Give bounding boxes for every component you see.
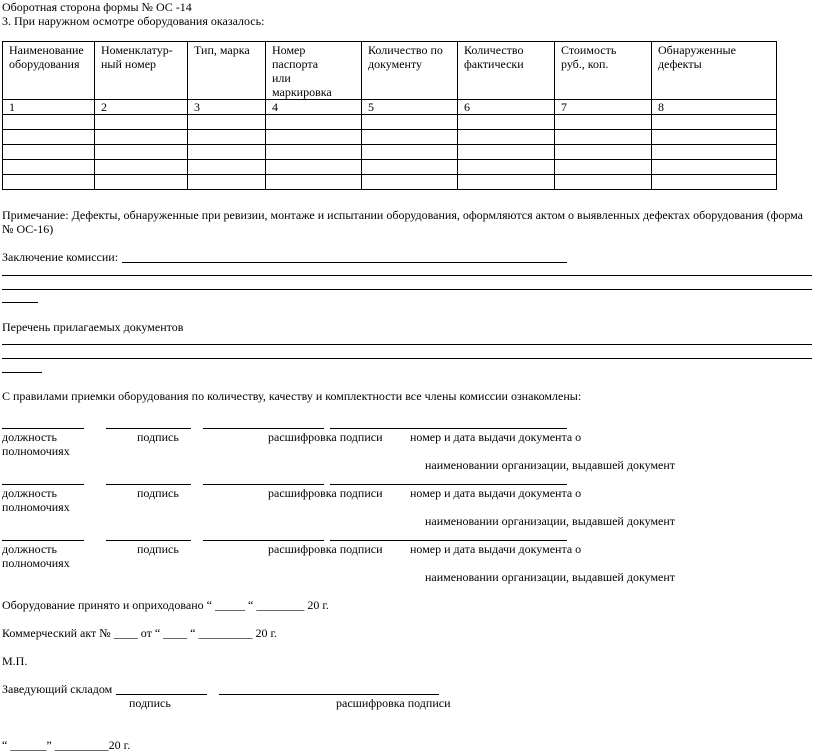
- column-number: 2: [95, 100, 188, 115]
- org-label: наименовании организации, выдавшей документ: [425, 458, 676, 472]
- storekeeper-decoding-line[interactable]: [219, 694, 439, 695]
- table-row: [3, 175, 777, 190]
- column-number: 1: [3, 100, 95, 115]
- signature-label: подпись: [137, 542, 179, 556]
- document-line[interactable]: [330, 540, 567, 541]
- documents-line[interactable]: [2, 372, 42, 373]
- decoding-line[interactable]: [203, 484, 324, 485]
- conclusion-line[interactable]: [122, 262, 567, 263]
- rules-text: С правилами приемки оборудования по количеству, качеству и комплектности все члены комиссии ознакомлены:: [2, 389, 582, 403]
- documents-label: Перечень прилагаемых документов: [2, 320, 184, 334]
- column-number: 5: [362, 100, 458, 115]
- date-line: “ ______” _________20 г.: [2, 738, 131, 752]
- powers-label: полномочиях: [2, 444, 70, 458]
- decoding-line[interactable]: [203, 428, 324, 429]
- table-row: [3, 160, 777, 175]
- column-number: 7: [555, 100, 652, 115]
- column-header: Стоимость руб., коп.: [555, 42, 652, 100]
- decoding-line[interactable]: [203, 540, 324, 541]
- conclusion-line[interactable]: [2, 289, 812, 290]
- documents-line[interactable]: [2, 358, 812, 359]
- column-header: Номенклатур-ный номер: [95, 42, 188, 100]
- storekeeper-signature-line[interactable]: [116, 694, 207, 695]
- powers-label: полномочиях: [2, 500, 70, 514]
- accepted-text: Оборудование принято и оприходовано “ _____ “ ________ 20 г.: [2, 598, 329, 612]
- column-number: 6: [458, 100, 555, 115]
- org-label: наименовании организации, выдавшей документ: [425, 570, 676, 584]
- conclusion-label: Заключение комиссии:: [2, 250, 119, 264]
- position-line[interactable]: [2, 540, 84, 541]
- bottom-signature-label: подпись: [129, 696, 171, 710]
- signature-line[interactable]: [106, 428, 191, 429]
- storekeeper-label: Заведующий складом: [2, 682, 113, 696]
- column-number-row: [3, 100, 777, 115]
- table-row: [3, 115, 777, 130]
- decoding-label: расшифровка подписи: [268, 430, 383, 444]
- doc-number-label: номер и дата выдачи документа о: [410, 486, 582, 500]
- column-number: 8: [652, 100, 777, 115]
- stamp-label: М.П.: [2, 654, 28, 668]
- table-row: [3, 145, 777, 160]
- position-label: должность: [2, 542, 57, 556]
- column-header: Наименование оборудования: [3, 42, 95, 100]
- column-header: Номер паспорта или маркировка: [266, 42, 362, 100]
- table-header-row: [3, 42, 777, 100]
- note-text: Примечание: Дефекты, обнаруженные при ревизии, монтаже и испытании оборудования, оформляются актом о выявленных дефектах оборудования (форма № ОС-16): [2, 208, 804, 236]
- position-line[interactable]: [2, 428, 84, 429]
- column-header: Количество фактически: [458, 42, 555, 100]
- bottom-decoding-label: расшифровка подписи: [336, 696, 451, 710]
- documents-line[interactable]: [2, 344, 812, 345]
- inspection-table: [2, 41, 777, 190]
- signature-line[interactable]: [106, 484, 191, 485]
- org-label: наименовании организации, выдавшей документ: [425, 514, 676, 528]
- column-header: Количество по документу: [362, 42, 458, 100]
- column-header: Обнаруженные дефекты: [652, 42, 777, 100]
- position-line[interactable]: [2, 484, 84, 485]
- signature-label: подпись: [137, 486, 179, 500]
- column-number: 3: [188, 100, 266, 115]
- signature-line[interactable]: [106, 540, 191, 541]
- decoding-label: расшифровка подписи: [268, 486, 383, 500]
- decoding-label: расшифровка подписи: [268, 542, 383, 556]
- document-line[interactable]: [330, 428, 567, 429]
- doc-number-label: номер и дата выдачи документа о: [410, 430, 582, 444]
- column-number: 4: [266, 100, 362, 115]
- position-label: должность: [2, 486, 57, 500]
- section-heading: 3. При наружном осмотре оборудования оказалось:: [2, 14, 265, 28]
- position-label: должность: [2, 430, 57, 444]
- powers-label: полномочиях: [2, 556, 70, 570]
- signature-label: подпись: [137, 430, 179, 444]
- column-header: Тип, марка: [188, 42, 266, 100]
- conclusion-line[interactable]: [2, 275, 812, 276]
- doc-number-label: номер и дата выдачи документа о: [410, 542, 582, 556]
- conclusion-line[interactable]: [2, 302, 38, 303]
- document-line[interactable]: [330, 484, 567, 485]
- commercial-act-text: Коммерческий акт № ____ от “ ____ “ _________ 20 г.: [2, 626, 278, 640]
- table-row: [3, 130, 777, 145]
- form-title: Оборотная сторона формы № ОС -14: [2, 0, 192, 14]
